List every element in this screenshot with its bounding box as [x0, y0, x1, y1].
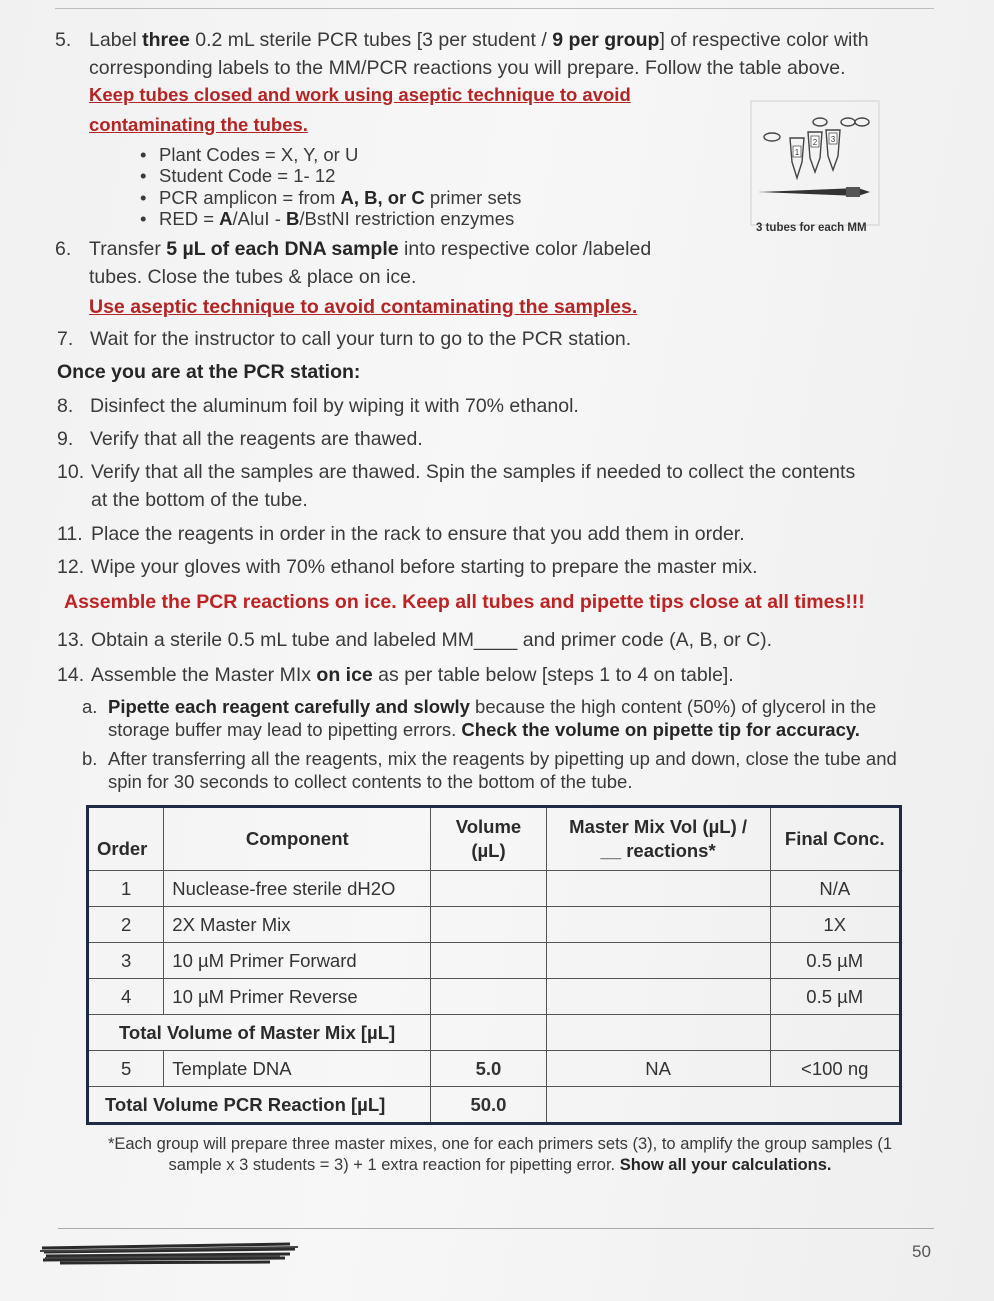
table-row — [88, 907, 901, 943]
total-master-mix-row — [88, 1015, 901, 1051]
header-component: Component — [164, 807, 431, 871]
page-number: 50 — [912, 1242, 931, 1261]
step-11-number: 11. — [57, 523, 83, 545]
cell-final-conc: <100 ng — [770, 1051, 901, 1087]
total-master-mix-final — [770, 1015, 901, 1051]
cell-mm-volume: NA — [546, 1051, 770, 1087]
tube-cap-icon — [764, 133, 780, 141]
step-7-number: 7. — [57, 328, 74, 350]
step-14a-label: a. — [82, 696, 98, 717]
pcr-tubes-figure — [750, 100, 880, 240]
cell-volume — [431, 907, 546, 943]
step-13-number: 13. — [57, 629, 85, 651]
cell-volume — [431, 943, 546, 979]
tube-cap-icon — [855, 118, 869, 126]
step-6-line1: Transfer 5 µL of each DNA sample into respective color /labeled — [89, 238, 652, 260]
cell-component: 10 µM Primer Reverse — [164, 979, 431, 1015]
tube-label-1: 1 — [794, 148, 800, 157]
cell-order: 4 — [88, 979, 164, 1015]
cell-volume: 5.0 — [431, 1051, 546, 1087]
step-6-number: 6. — [55, 238, 72, 260]
cell-mm-volume — [546, 979, 770, 1015]
header-order: Order — [88, 807, 164, 871]
step-6-line2: tubes. Close the tubes & place on ice. — [89, 266, 417, 288]
step-14b-text: After transferring all the reagents, mix the reagents by pipetting up and down, close the tube and spin for 30 seconds to collect contents to the bottom of the tube. — [108, 748, 897, 792]
cell-volume — [431, 871, 546, 907]
total-master-mix-label: Total Volume of Master Mix [µL] — [88, 1015, 431, 1051]
cell-mm-volume — [546, 943, 770, 979]
step-5-line2: corresponding labels to the MM/PCR reactions you will prepare. Follow the table above. — [89, 57, 846, 79]
cell-order: 2 — [88, 907, 164, 943]
header-master-mix-vol: Master Mix Vol (µL) / __ reactions* — [546, 807, 770, 871]
figure-caption: 3 tubes for each MM — [756, 222, 867, 234]
total-master-mix-volume — [431, 1015, 546, 1051]
bullet-pcr-amplicon: • PCR amplicon = from A, B, or C primer sets — [140, 187, 522, 208]
cell-final-conc: 0.5 µM — [770, 979, 901, 1015]
cell-component: Template DNA — [164, 1051, 431, 1087]
cell-final-conc: N/A — [770, 871, 901, 907]
step-14a-text: Pipette each reagent carefully and slowly because the high content (50%) of glycerol in the storage buffer may lead to pipetting errors. Check the volume on pipette tip for accuracy. — [108, 696, 877, 740]
step-8-number: 8. — [57, 395, 74, 417]
cell-volume — [431, 979, 546, 1015]
header-volume: Volume (µL) — [431, 807, 546, 871]
table-header-row — [88, 807, 901, 871]
table-row — [88, 871, 901, 907]
step-11-text: Place the reagents in order in the rack to ensure that you add them in order. — [91, 523, 745, 545]
step-10-number: 10. — [57, 461, 85, 483]
step-14b-label: b. — [82, 748, 98, 769]
tube-1-icon — [790, 138, 804, 178]
bottom-rule — [58, 1228, 934, 1229]
step-12-text: Wipe your gloves with 70% ethanol before starting to prepare the master mix. — [91, 556, 758, 578]
total-pcr-row — [88, 1087, 901, 1124]
total-pcr-volume: 50.0 — [431, 1087, 546, 1124]
step-7-text: Wait for the instructor to call your turn to go to the PCR station. — [90, 328, 632, 350]
step-12-number: 12. — [57, 556, 85, 578]
cell-final-conc: 0.5 µM — [770, 943, 901, 979]
bullet-plant-codes: • Plant Codes = X, Y, or U — [140, 144, 359, 165]
cell-order: 1 — [88, 871, 164, 907]
bullet-student-code: • Student Code = 1- 12 — [140, 165, 336, 186]
cell-final-conc: 1X — [770, 907, 901, 943]
step-14-number: 14. — [57, 664, 85, 686]
step-6-warning: Use aseptic technique to avoid contaminating the samples. — [89, 296, 638, 318]
step-8-text: Disinfect the aluminum foil by wiping it with 70% ethanol. — [90, 395, 579, 417]
total-pcr-label: Total Volume PCR Reaction [µL] — [88, 1087, 431, 1124]
step-5-warning-1: Keep tubes closed and work using aseptic technique to avoid — [89, 84, 631, 105]
step-5-line1: Label three 0.2 mL sterile PCR tubes [3 per student / 9 per group] of respective color with — [89, 29, 869, 51]
tube-label-3: 3 — [830, 135, 836, 144]
table-row — [88, 979, 901, 1015]
master-mix-table — [86, 805, 902, 1125]
cell-mm-volume — [546, 907, 770, 943]
bullet-restriction-enzymes: • RED = A/AluI - B/BstNI restriction enzymes — [140, 208, 515, 229]
tube-cap-icon — [841, 118, 855, 126]
tube-label-2: 2 — [812, 138, 818, 147]
top-rule — [55, 8, 934, 9]
step-13-text: Obtain a sterile 0.5 mL tube and labeled MM____ and primer code (A, B, or C). — [91, 629, 773, 651]
tube-cap-icon — [813, 118, 827, 126]
step-5-number: 5. — [55, 29, 72, 51]
table-row — [88, 943, 901, 979]
step-14-text: Assemble the Master MIx on ice as per table below [steps 1 to 4 on table]. — [91, 664, 734, 686]
pcr-warning: Assemble the PCR reactions on ice. Keep all tubes and pipette tips close at all times!!! — [64, 591, 865, 613]
cell-mm-volume — [546, 871, 770, 907]
step-5-warning-2: contaminating the tubes. — [89, 114, 308, 135]
step-9-text: Verify that all the reagents are thawed. — [90, 428, 423, 450]
step-10-line2: at the bottom of the tube. — [91, 489, 308, 511]
cell-order: 3 — [88, 943, 164, 979]
cell-order: 5 — [88, 1051, 164, 1087]
table-footnote: *Each group will prepare three master mixes, one for each primers sets (3), to amplify the group samples (1 sample x 3 students = 3) + 1 extra reaction for pipetting error. Show all your calculations. — [107, 1135, 893, 1174]
total-pcr-empty — [546, 1087, 900, 1124]
cell-component: Nuclease-free sterile dH2O — [164, 871, 431, 907]
cell-component: 10 µM Primer Forward — [164, 943, 431, 979]
pcr-station-heading: Once you are at the PCR station: — [57, 361, 361, 383]
redacted-scribble — [40, 1238, 300, 1266]
cell-component: 2X Master Mix — [164, 907, 431, 943]
step-9-number: 9. — [57, 428, 74, 450]
template-dna-row — [88, 1051, 901, 1087]
header-final-conc: Final Conc. — [770, 807, 901, 871]
step-10-line1: Verify that all the samples are thawed. Spin the samples if needed to collect the contents — [91, 461, 856, 483]
total-master-mix-mm — [546, 1015, 770, 1051]
